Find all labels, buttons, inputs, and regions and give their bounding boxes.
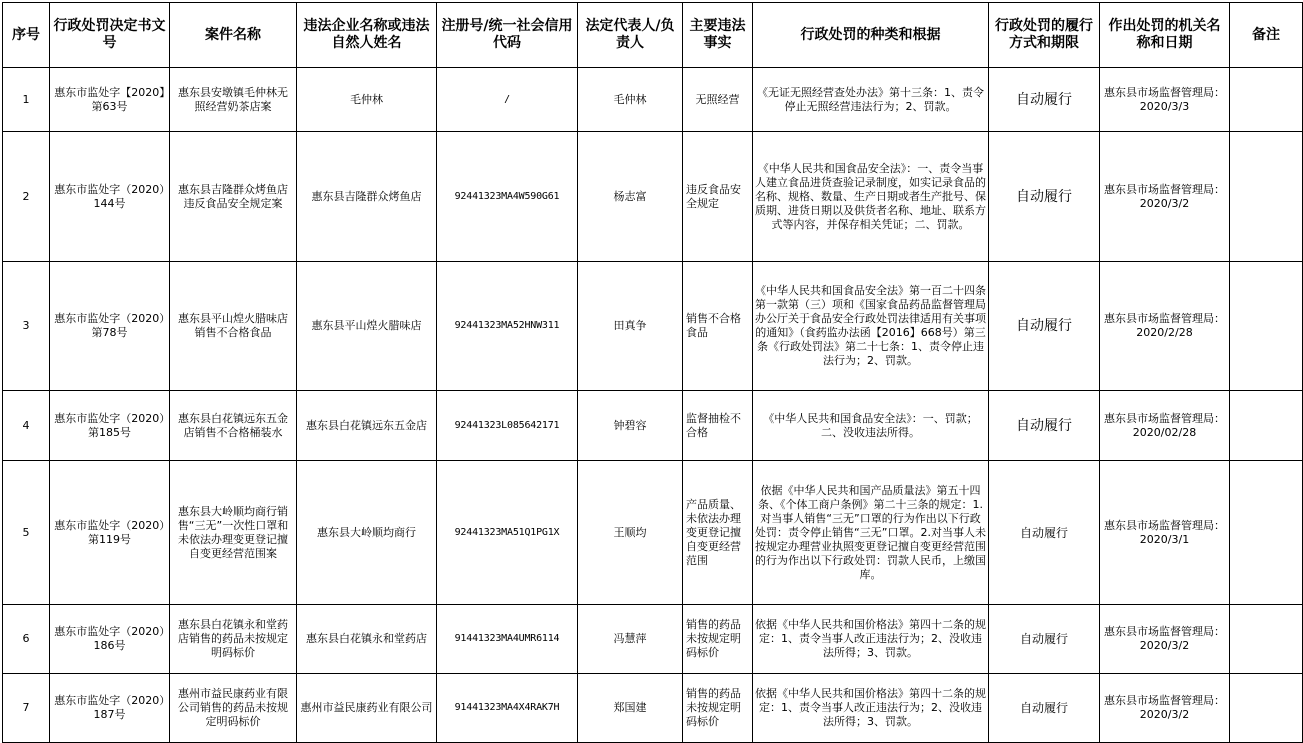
cell-seq: 1 <box>3 68 50 132</box>
cell-rep: 田真争 <box>578 262 683 391</box>
header-seq: 序号 <box>3 3 50 68</box>
cell-basis: 依据《中华人民共和国价格法》第四十二条的规定：1、责令当事人改正违法行为；2、没收违法所得；3、罚款。 <box>753 674 989 743</box>
header-rep: 法定代表人/负责人 <box>578 3 683 68</box>
penalty-table <box>2 2 1303 743</box>
cell-doc-no: 惠东市监处字（2020）第119号 <box>50 461 170 605</box>
cell-party: 毛仲林 <box>297 68 437 132</box>
table-row <box>3 391 1303 461</box>
cell-doc-no: 惠东市监处字（2020）186号 <box>50 605 170 674</box>
cell-reg-no: / <box>437 68 578 132</box>
table-row <box>3 132 1303 262</box>
cell-rep: 毛仲林 <box>578 68 683 132</box>
cell-party: 惠东县白花镇永和堂药店 <box>297 605 437 674</box>
table-row <box>3 262 1303 391</box>
header-exec: 行政处罚的履行方式和期限 <box>989 3 1100 68</box>
cell-seq: 6 <box>3 605 50 674</box>
cell-reg-no: 91441323MA4X4RAK7H <box>437 674 578 743</box>
table-row <box>3 461 1303 605</box>
cell-rep: 冯慧萍 <box>578 605 683 674</box>
cell-remark <box>1230 605 1303 674</box>
cell-exec: 自动履行 <box>989 461 1100 605</box>
cell-fact: 监督抽检不合格 <box>683 391 753 461</box>
cell-case-name: 惠州市益民康药业有限公司销售的药品未按规定明码标价 <box>170 674 297 743</box>
cell-doc-no: 惠东市监处字（2020）187号 <box>50 674 170 743</box>
cell-seq: 7 <box>3 674 50 743</box>
header-basis: 行政处罚的种类和根据 <box>753 3 989 68</box>
cell-seq: 3 <box>3 262 50 391</box>
cell-basis: 依据《中华人民共和国价格法》第四十二条的规定：1、责令当事人改正违法行为；2、没收违法所得；3、罚款。 <box>753 605 989 674</box>
cell-fact: 销售的药品未按规定明码标价 <box>683 605 753 674</box>
table-row <box>3 68 1303 132</box>
cell-exec: 自动履行 <box>989 68 1100 132</box>
cell-seq: 2 <box>3 132 50 262</box>
header-doc-no: 行政处罚决定书文号 <box>50 3 170 68</box>
cell-fact: 产品质量、未依法办理变更登记擅自变更经营范围 <box>683 461 753 605</box>
cell-reg-no: 92441323MA51Q1PG1X <box>437 461 578 605</box>
table-row <box>3 605 1303 674</box>
cell-case-name: 惠东县吉隆群众烤鱼店违反食品安全规定案 <box>170 132 297 262</box>
cell-exec: 自动履行 <box>989 674 1100 743</box>
cell-remark <box>1230 461 1303 605</box>
cell-doc-no: 惠东市监处字【2020】第63号 <box>50 68 170 132</box>
header-fact: 主要违法事实 <box>683 3 753 68</box>
cell-remark <box>1230 391 1303 461</box>
header-authority: 作出处罚的机关名称和日期 <box>1100 3 1230 68</box>
cell-party: 惠州市益民康药业有限公司 <box>297 674 437 743</box>
cell-rep: 钟碧容 <box>578 391 683 461</box>
cell-party: 惠东县白花镇远东五金店 <box>297 391 437 461</box>
header-remark: 备注 <box>1230 3 1303 68</box>
header-case-name: 案件名称 <box>170 3 297 68</box>
cell-doc-no: 惠东市监处字（2020）144号 <box>50 132 170 262</box>
cell-basis: 《中华人民共和国食品安全法》：一、罚款；二、没收违法所得。 <box>753 391 989 461</box>
cell-authority: 惠东县市场监督管理局：2020/3/2 <box>1100 605 1230 674</box>
cell-remark <box>1230 674 1303 743</box>
cell-exec: 自动履行 <box>989 605 1100 674</box>
cell-exec: 自动履行 <box>989 262 1100 391</box>
header-reg-no: 注册号/统一社会信用代码 <box>437 3 578 68</box>
cell-fact: 违反食品安全规定 <box>683 132 753 262</box>
cell-basis: 《无证无照经营查处办法》第十三条：1、责令停止无照经营违法行为；2、罚款。 <box>753 68 989 132</box>
cell-authority: 惠东县市场监督管理局：2020/02/28 <box>1100 391 1230 461</box>
cell-authority: 惠东县市场监督管理局：2020/2/28 <box>1100 262 1230 391</box>
cell-basis: 《中华人民共和国食品安全法》：一、责令当事人建立食品进货查验记录制度，如实记录食品的名称、规格、数量、生产日期或者生产批号、保质期、进货日期以及供货者名称、地址、联系方式等内容，并保存相关凭证；二、罚款。 <box>753 132 989 262</box>
cell-fact: 销售不合格食品 <box>683 262 753 391</box>
header-row <box>3 3 1303 68</box>
cell-reg-no: 92441323MA52HNW311 <box>437 262 578 391</box>
cell-exec: 自动履行 <box>989 391 1100 461</box>
cell-case-name: 惠东县白花镇永和堂药店销售的药品未按规定明码标价 <box>170 605 297 674</box>
cell-rep: 郑国建 <box>578 674 683 743</box>
cell-remark <box>1230 68 1303 132</box>
cell-fact: 无照经营 <box>683 68 753 132</box>
cell-party: 惠东县吉隆群众烤鱼店 <box>297 132 437 262</box>
cell-rep: 杨志富 <box>578 132 683 262</box>
cell-doc-no: 惠东市监处字（2020）第78号 <box>50 262 170 391</box>
cell-remark <box>1230 132 1303 262</box>
cell-exec: 自动履行 <box>989 132 1100 262</box>
cell-seq: 5 <box>3 461 50 605</box>
cell-case-name: 惠东县白花镇远东五金店销售不合格桶装水 <box>170 391 297 461</box>
cell-authority: 惠东县市场监督管理局：2020/3/2 <box>1100 132 1230 262</box>
cell-fact: 销售的药品未按规定明码标价 <box>683 674 753 743</box>
cell-party: 惠东县平山煌火腊味店 <box>297 262 437 391</box>
cell-rep: 王顺均 <box>578 461 683 605</box>
cell-case-name: 惠东县安墩镇毛仲林无照经营奶茶店案 <box>170 68 297 132</box>
cell-authority: 惠东县市场监督管理局：2020/3/2 <box>1100 674 1230 743</box>
cell-basis: 依据《中华人民共和国产品质量法》第五十四条、《个体工商户条例》第二十三条的规定：1.对当事人销售“三无”口罩的行为作出以下行政处罚：责令停止销售“三无”口罩。2.对当事人未按规定办理营业执照变更登记擅自变更经营范围的行为作出以下行政处罚：罚款人民币，上缴国库。 <box>753 461 989 605</box>
cell-seq: 4 <box>3 391 50 461</box>
cell-reg-no: 91441323MA4UMR6114 <box>437 605 578 674</box>
cell-authority: 惠东县市场监督管理局：2020/3/3 <box>1100 68 1230 132</box>
cell-basis: 《中华人民共和国食品安全法》第一百二十四条第一款第（三）项和《国家食品药品监督管理局办公厅关于食品安全行政处罚法律适用有关事项的通知》（食药监办法函【2016】668号）第三条《行政处罚法》第二十七条：1、责令停止违法行为；2、罚款。 <box>753 262 989 391</box>
cell-case-name: 惠东县大岭顺均商行销售“三无”一次性口罩和未依法办理变更登记擅自变更经营范围案 <box>170 461 297 605</box>
cell-doc-no: 惠东市监处字（2020）第185号 <box>50 391 170 461</box>
cell-party: 惠东县大岭顺均商行 <box>297 461 437 605</box>
cell-reg-no: 92441323L085642171 <box>437 391 578 461</box>
cell-case-name: 惠东县平山煌火腊味店销售不合格食品 <box>170 262 297 391</box>
cell-reg-no: 92441323MA4W590G61 <box>437 132 578 262</box>
cell-authority: 惠东县市场监督管理局：2020/3/1 <box>1100 461 1230 605</box>
header-party: 违法企业名称或违法自然人姓名 <box>297 3 437 68</box>
cell-remark <box>1230 262 1303 391</box>
table-row <box>3 674 1303 743</box>
